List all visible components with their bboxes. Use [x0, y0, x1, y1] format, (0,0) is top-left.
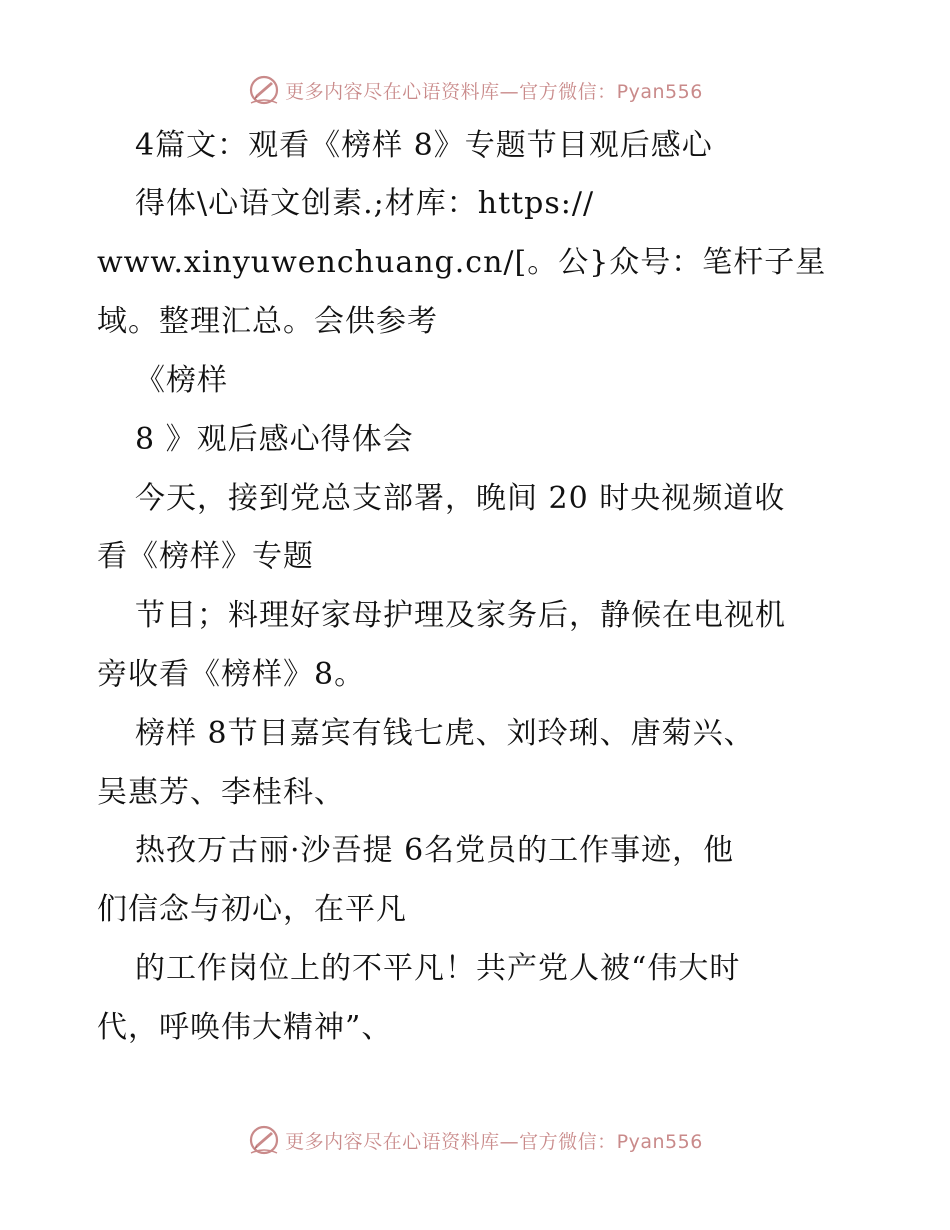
footer-watermark [0, 1120, 950, 1160]
text-line: 今天，接到党总支部署，晚间 20 时央视频道收 [135, 481, 786, 516]
text-line: 看《榜样》专题 [97, 539, 314, 574]
text-line: www.xinyuwenchuang.cn/[。公}众号：笔杆子星 [97, 245, 827, 280]
text-line: 代，呼唤伟大精神”、 [97, 1010, 393, 1045]
pen-logo-icon [247, 1123, 281, 1157]
text-line: 4篇文：观看《榜样 8》专题节目观后感心 [135, 128, 713, 163]
text-line: 8 》观后感心得体会 [135, 422, 414, 457]
pen-logo-icon [247, 73, 281, 107]
text-line: 旁收看《榜样》8。 [97, 657, 366, 692]
watermark-text: 更多内容尽在心语资料库—官方微信：Pyan556 [285, 1130, 703, 1153]
text-line: 们信念与初心，在平凡 [97, 892, 407, 927]
text-line: 域。整理汇总。会供参考 [97, 304, 438, 339]
header-watermark [0, 70, 950, 110]
text-line: 《榜样 [135, 363, 228, 398]
text-line: 热孜万古丽·沙吾提 6名党员的工作事迹，他 [135, 833, 735, 868]
text-line: 节目；料理好家母护理及家务后，静候在电视机 [135, 598, 786, 633]
text-line: 吴惠芳、李桂科、 [97, 775, 345, 810]
text-line: 榜样 8节目嘉宾有钱七虎、刘玲琍、唐菊兴、 [135, 716, 755, 751]
text-line: 得体\心语文创素.;材库：https:// [135, 186, 595, 221]
watermark-text: 更多内容尽在心语资料库—官方微信：Pyan556 [285, 80, 703, 103]
text-line: 的工作岗位上的不平凡！共产党人被“伟大时 [135, 951, 741, 986]
